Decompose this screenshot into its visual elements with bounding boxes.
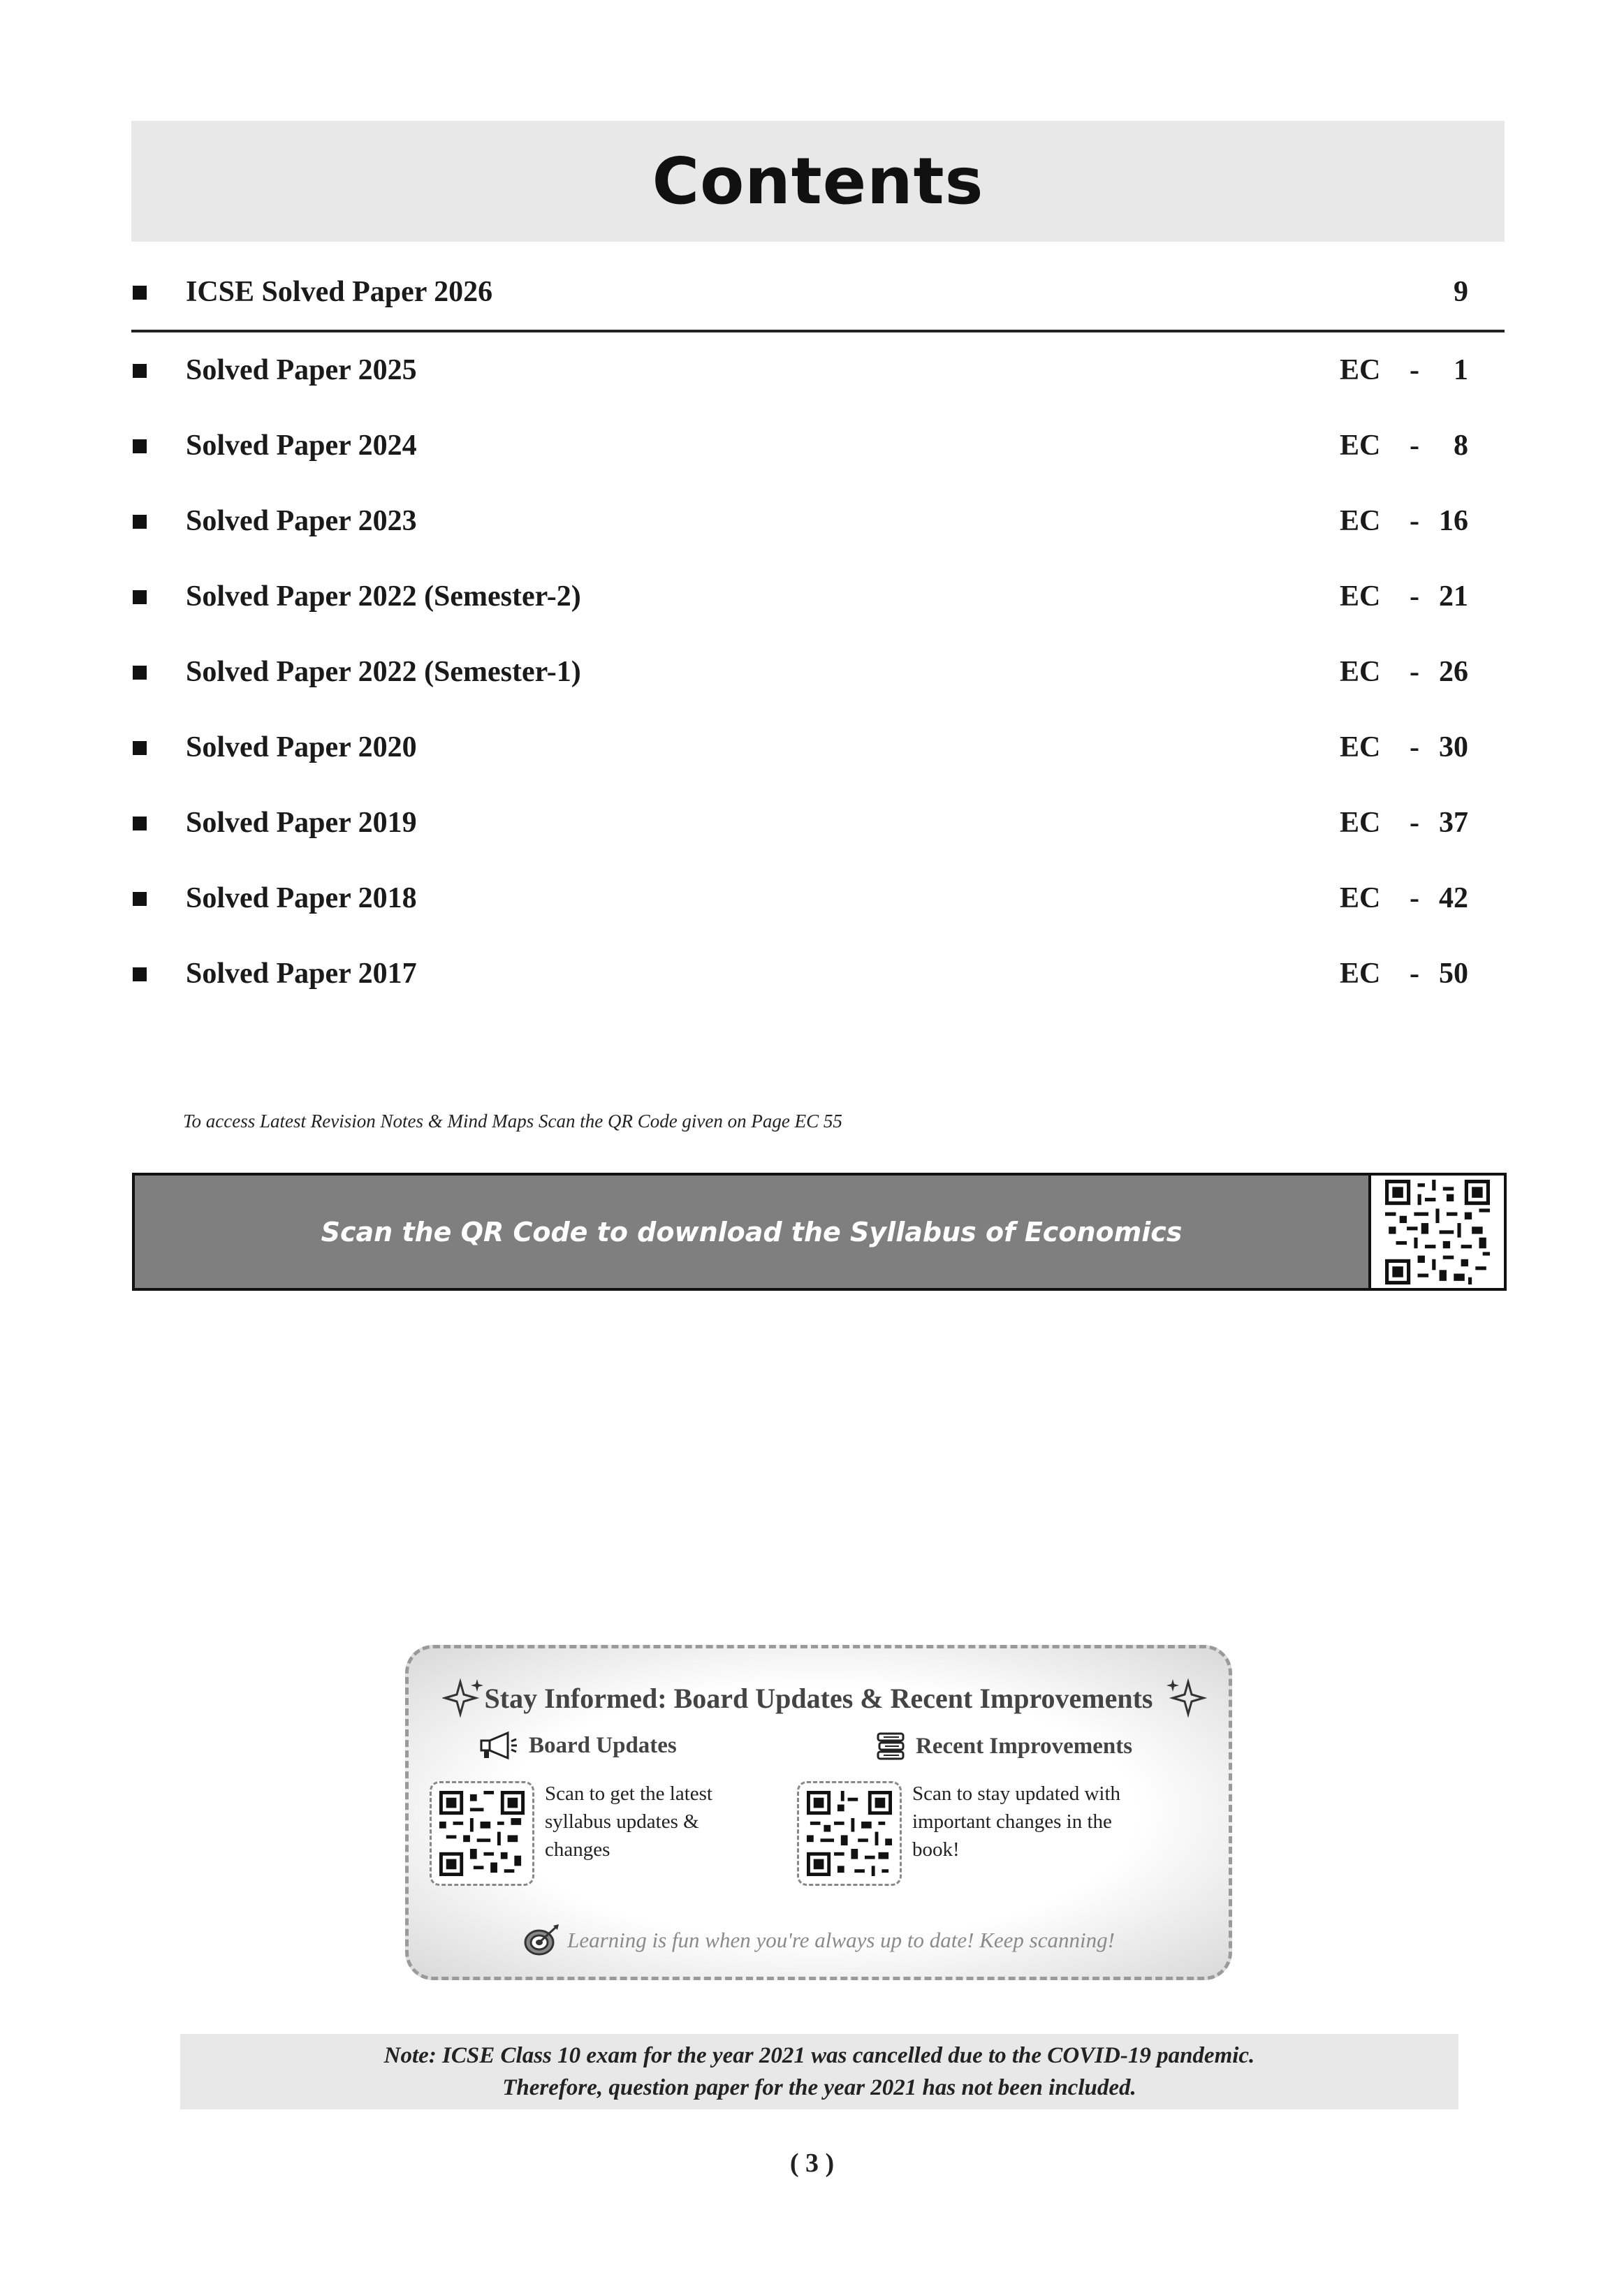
bullet-icon <box>133 741 147 755</box>
revision-notes-note: To access Latest Revision Notes & Mind Maps Scan the QR Code given on Page EC 55 <box>183 1111 842 1132</box>
covid-note <box>180 2034 1458 2109</box>
bullet-icon <box>133 439 147 453</box>
toc-entry-dash: - <box>1410 731 1419 763</box>
toc-entry-title: Solved Paper 2022 (Semester-1) <box>186 656 581 688</box>
toc-entry-prefix: EC <box>1340 354 1381 386</box>
qr-code-icon <box>1385 1180 1490 1284</box>
toc-entry-prefix: EC <box>1340 958 1381 990</box>
syllabus-banner-text: Scan the QR Code to download the Syllabus of Economics <box>321 1216 1183 1247</box>
toc-entry-page: 9 <box>1454 276 1468 308</box>
toc-entry-prefix: EC <box>1340 430 1381 462</box>
toc-entry-page: 37 <box>1439 807 1468 839</box>
qr-code-icon <box>439 1791 525 1876</box>
board-updates-qr[interactable] <box>430 1781 534 1886</box>
toc-entry-page: 42 <box>1439 882 1468 914</box>
books-icon <box>875 1731 906 1762</box>
page-number: ( 3 ) <box>789 2148 835 2178</box>
toc-entry-page: 26 <box>1439 656 1468 688</box>
toc-entry-dash: - <box>1410 807 1419 839</box>
covid-note-line-1: Note: ICSE Class 10 exam for the year 2021 was cancelled due to the COVID-19 pandemic. <box>383 2043 1255 2068</box>
toc-entry-prefix: EC <box>1340 807 1381 839</box>
toc-entry[interactable] <box>131 634 1505 710</box>
recent-improvements-label: Recent Improvements <box>916 1733 1133 1759</box>
table-of-contents <box>131 254 1505 1011</box>
board-updates-heading <box>478 1731 677 1760</box>
recent-improvements-qr[interactable] <box>797 1781 902 1886</box>
syllabus-banner-text-area <box>135 1176 1371 1288</box>
toc-entry[interactable] <box>131 559 1505 634</box>
target-icon <box>522 1923 562 1958</box>
toc-entry-prefix: EC <box>1340 580 1381 613</box>
toc-entry-dash: - <box>1410 882 1419 914</box>
sparkle-icon <box>1164 1676 1209 1721</box>
info-card-title: Stay Informed: Board Updates & Recent Improvements <box>484 1683 1153 1714</box>
toc-entry-page: 1 <box>1454 354 1468 386</box>
toc-entry-title: Solved Paper 2017 <box>186 958 417 990</box>
info-card-footer-text: Learning is fun when you're always up to date! Keep scanning! <box>567 1928 1115 1952</box>
toc-entry-page: 50 <box>1439 958 1468 990</box>
toc-entry-page: 16 <box>1439 505 1468 537</box>
toc-entry-title: Solved Paper 2022 (Semester-2) <box>186 580 581 613</box>
toc-entry[interactable] <box>131 483 1505 559</box>
contents-header <box>131 121 1505 242</box>
toc-entry[interactable] <box>131 332 1505 408</box>
bullet-icon <box>133 590 147 604</box>
qr-code-icon <box>807 1791 892 1876</box>
toc-entry-page: 30 <box>1439 731 1468 763</box>
toc-entry-dash: - <box>1410 505 1419 537</box>
stay-informed-card <box>405 1645 1232 1980</box>
toc-entry-dash: - <box>1410 958 1419 990</box>
bullet-icon <box>133 286 147 300</box>
toc-entry-dash: - <box>1410 580 1419 613</box>
syllabus-qr-banner <box>132 1173 1507 1291</box>
toc-entry-title: Solved Paper 2024 <box>186 430 417 462</box>
toc-entry-dash: - <box>1410 656 1419 688</box>
page-title: Contents <box>652 144 984 219</box>
bullet-icon <box>133 967 147 981</box>
toc-entry[interactable] <box>131 861 1505 936</box>
bullet-icon <box>133 364 147 378</box>
toc-entry-title: Solved Paper 2023 <box>186 505 417 537</box>
toc-entry-title: Solved Paper 2019 <box>186 807 417 839</box>
megaphone-icon <box>478 1731 519 1760</box>
toc-entry-dash: - <box>1410 354 1419 386</box>
toc-entry[interactable] <box>131 254 1505 332</box>
toc-entry-title: Solved Paper 2025 <box>186 354 417 386</box>
toc-entry-page: 8 <box>1454 430 1468 462</box>
toc-entry-prefix: EC <box>1340 882 1381 914</box>
toc-entry-prefix: EC <box>1340 731 1381 763</box>
toc-entry[interactable] <box>131 408 1505 483</box>
bullet-icon <box>133 666 147 680</box>
toc-entry-title: ICSE Solved Paper 2026 <box>186 276 493 308</box>
bullet-icon <box>133 892 147 906</box>
toc-entry-page: 21 <box>1439 580 1468 613</box>
recent-improvements-description: Scan to stay updated with important changes in the book! <box>912 1782 1121 1861</box>
toc-entry[interactable] <box>131 710 1505 785</box>
toc-entry-prefix: EC <box>1340 505 1381 537</box>
recent-improvements-heading <box>875 1731 1132 1762</box>
board-updates-label: Board Updates <box>529 1732 677 1758</box>
covid-note-line-2: Therefore, question paper for the year 2021 has not been included. <box>502 2075 1136 2100</box>
syllabus-qr-code[interactable] <box>1371 1176 1504 1288</box>
toc-entry[interactable] <box>131 785 1505 861</box>
board-updates-description: Scan to get the latest syllabus updates & changes <box>545 1782 712 1861</box>
toc-entry-title: Solved Paper 2018 <box>186 882 417 914</box>
toc-entry-dash: - <box>1410 430 1419 462</box>
info-card-footer <box>409 1923 1229 1958</box>
bullet-icon <box>133 515 147 529</box>
bullet-icon <box>133 817 147 830</box>
toc-entry-title: Solved Paper 2020 <box>186 731 417 763</box>
toc-entry[interactable] <box>131 936 1505 1011</box>
toc-entry-prefix: EC <box>1340 656 1381 688</box>
